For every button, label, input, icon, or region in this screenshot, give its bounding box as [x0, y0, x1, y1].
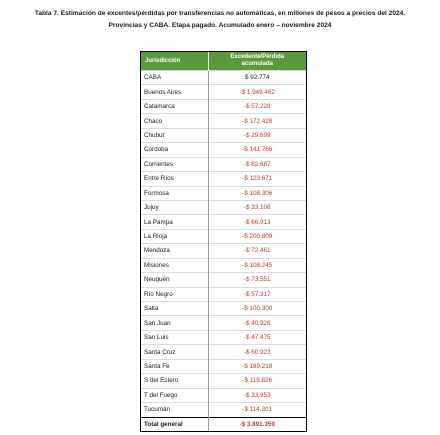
table-row [141, 374, 306, 388]
table-row [141, 215, 306, 229]
cell-jurisdiccion: Santa Cruz [141, 345, 208, 359]
cell-valor: -$ 114.301 [208, 403, 306, 417]
table-row [141, 114, 306, 128]
table-row [141, 143, 306, 157]
cell-valor: -$ 40.928 [208, 316, 306, 330]
cell-valor: -$ 72.461 [208, 244, 306, 258]
cell-jurisdiccion: Corrientes [141, 157, 208, 171]
cell-jurisdiccion: S del Estero [141, 374, 208, 388]
header-jurisdiccion: Jurisdicción [141, 52, 208, 71]
cell-valor: -$ 100.300 [208, 302, 306, 316]
cell-jurisdiccion: T del Fuego [141, 388, 208, 402]
cell-jurisdiccion: Salta [141, 302, 208, 316]
table-row [141, 200, 306, 214]
table-row [141, 345, 306, 359]
cell-valor: -$ 57.317 [208, 287, 306, 301]
cell-jurisdiccion: Santa Fe [141, 359, 208, 373]
cell-valor: $ 92.774 [208, 71, 306, 85]
caption-line-2: Provincias y CABA. Etapa pagado. Acumulado enero – noviembre 2024 [108, 22, 332, 29]
cell-jurisdiccion: CABA [141, 71, 208, 85]
table-row [141, 99, 306, 113]
cell-jurisdiccion: Río Negro [141, 287, 208, 301]
table-header-row [141, 52, 306, 71]
table-row [141, 229, 306, 243]
table-row [141, 258, 306, 272]
cell-jurisdiccion: Neuquén [141, 273, 208, 287]
cell-jurisdiccion: Buenos Aires [141, 85, 208, 99]
data-table [140, 51, 307, 432]
cell-jurisdiccion: Formosa [141, 186, 208, 200]
table-row [141, 287, 306, 301]
table-row [141, 330, 306, 344]
cell-valor: -$ 119.826 [208, 374, 306, 388]
table-row [141, 128, 306, 142]
table-row [141, 71, 306, 85]
cell-jurisdiccion: Entre Ríos [141, 172, 208, 186]
table-row [141, 316, 306, 330]
total-label: Total general [141, 417, 208, 431]
cell-valor: -$ 33.108 [208, 200, 306, 214]
table-row [141, 273, 306, 287]
cell-jurisdiccion: Córdoba [141, 143, 208, 157]
cell-jurisdiccion: Chubut [141, 128, 208, 142]
cell-valor: -$ 29.699 [208, 128, 306, 142]
cell-valor: -$ 200.809 [208, 229, 306, 243]
cell-valor: -$ 82.687 [208, 157, 306, 171]
table-row [141, 157, 306, 171]
cell-valor: -$ 123.671 [208, 172, 306, 186]
table-caption [0, 8, 440, 32]
cell-valor: -$ 57.228 [208, 99, 306, 113]
cell-jurisdiccion: Mendoza [141, 244, 208, 258]
cell-jurisdiccion: San Juan [141, 316, 208, 330]
table-row [141, 244, 306, 258]
table-row [141, 186, 306, 200]
header-excedente [208, 52, 306, 71]
total-value: -$ 3.891.359 [208, 417, 306, 431]
cell-jurisdiccion: Jujuy [141, 200, 208, 214]
cell-valor: -$ 73.551 [208, 273, 306, 287]
table-row [141, 85, 306, 99]
cell-valor: -$ 108.245 [208, 258, 306, 272]
header-excedente-line-2: acumulada [241, 61, 273, 67]
total-row [141, 417, 306, 431]
cell-jurisdiccion: Catamarca [141, 99, 208, 113]
cell-jurisdiccion: San Luis [141, 330, 208, 344]
table-row [141, 403, 306, 417]
cell-valor: -$ 33.953 [208, 388, 306, 402]
cell-valor: -$ 189.218 [208, 359, 306, 373]
cell-jurisdiccion: Tucumán [141, 403, 208, 417]
table-row [141, 359, 306, 373]
table-body [141, 71, 306, 431]
caption-line-1: Tabla 7. Estimación de excentes/pérdidas por transferencias no automáticas, en millones de pesos a precios del 2024. [34, 10, 406, 17]
table-row [141, 302, 306, 316]
header-excedente-line-1: Excedente/Pérdida [230, 54, 285, 60]
cell-valor: -$ 172.428 [208, 114, 306, 128]
cell-jurisdiccion: La Rioja [141, 229, 208, 243]
cell-jurisdiccion: Chaco [141, 114, 208, 128]
cell-valor: -$ 66.913 [208, 215, 306, 229]
table-row [141, 172, 306, 186]
table-row [141, 388, 306, 402]
cell-valor: -$ 1.949.462 [208, 85, 306, 99]
cell-valor: -$ 60.923 [208, 345, 306, 359]
cell-valor: -$ 47.475 [208, 330, 306, 344]
cell-jurisdiccion: Misiones [141, 258, 208, 272]
cell-jurisdiccion: La Pampa [141, 215, 208, 229]
cell-valor: -$ 108.306 [208, 186, 306, 200]
cell-valor: -$ 141.766 [208, 143, 306, 157]
